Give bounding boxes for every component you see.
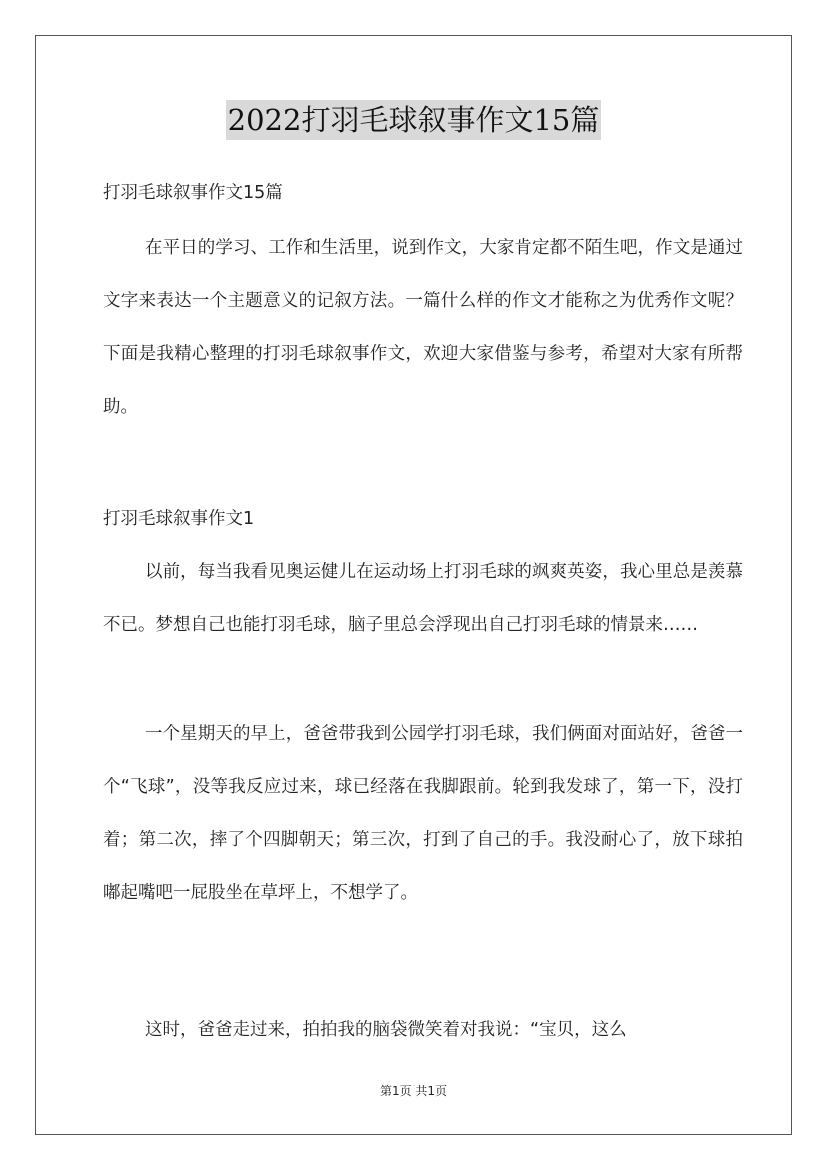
intro-paragraph: 在平日的学习、工作和生活里，说到作文，大家肯定都不陌生吧，作文是通过文字来表达一个主题意义的记叙方法。一篇什么样的作文才能称之为优秀作文呢？下面是我精心整理的打羽毛球叙事作文，欢迎大家借鉴与参考，希望对大家有所帮助。	[103, 238, 743, 417]
section-heading: 打羽毛球叙事作文1	[103, 509, 255, 529]
body-paragraph-1: 以前，每当我看见奥运健儿在运动场上打羽毛球的飒爽英姿，我心里总是羡慕不已。梦想自己也能打羽毛球，脑子里总会浮现出自己打羽毛球的情景来……	[103, 562, 743, 635]
page-footer: 第1页 共1页	[379, 1084, 448, 1098]
body-paragraph-3: 这时，爸爸走过来，拍拍我的脑袋微笑着对我说：“宝贝，这么	[145, 1020, 627, 1040]
body-paragraph-2: 一个星期天的早上，爸爸带我到公园学打羽毛球，我们俩面对面站好，爸爸一个“飞球”，没等我反应过来，球已经落在我脚跟前。轮到我发球了，第一下，没打着；第二次，摔了个四脚朝天；第三次，打到了自己的手。我没耐心了，放下球拍嘟起嘴吧一屁股坐在草坪上，不想学了。	[103, 724, 743, 903]
subtitle: 打羽毛球叙事作文15篇	[103, 183, 283, 203]
document-title: 2022打羽毛球叙事作文15篇	[226, 100, 602, 140]
title-container	[0, 100, 827, 140]
